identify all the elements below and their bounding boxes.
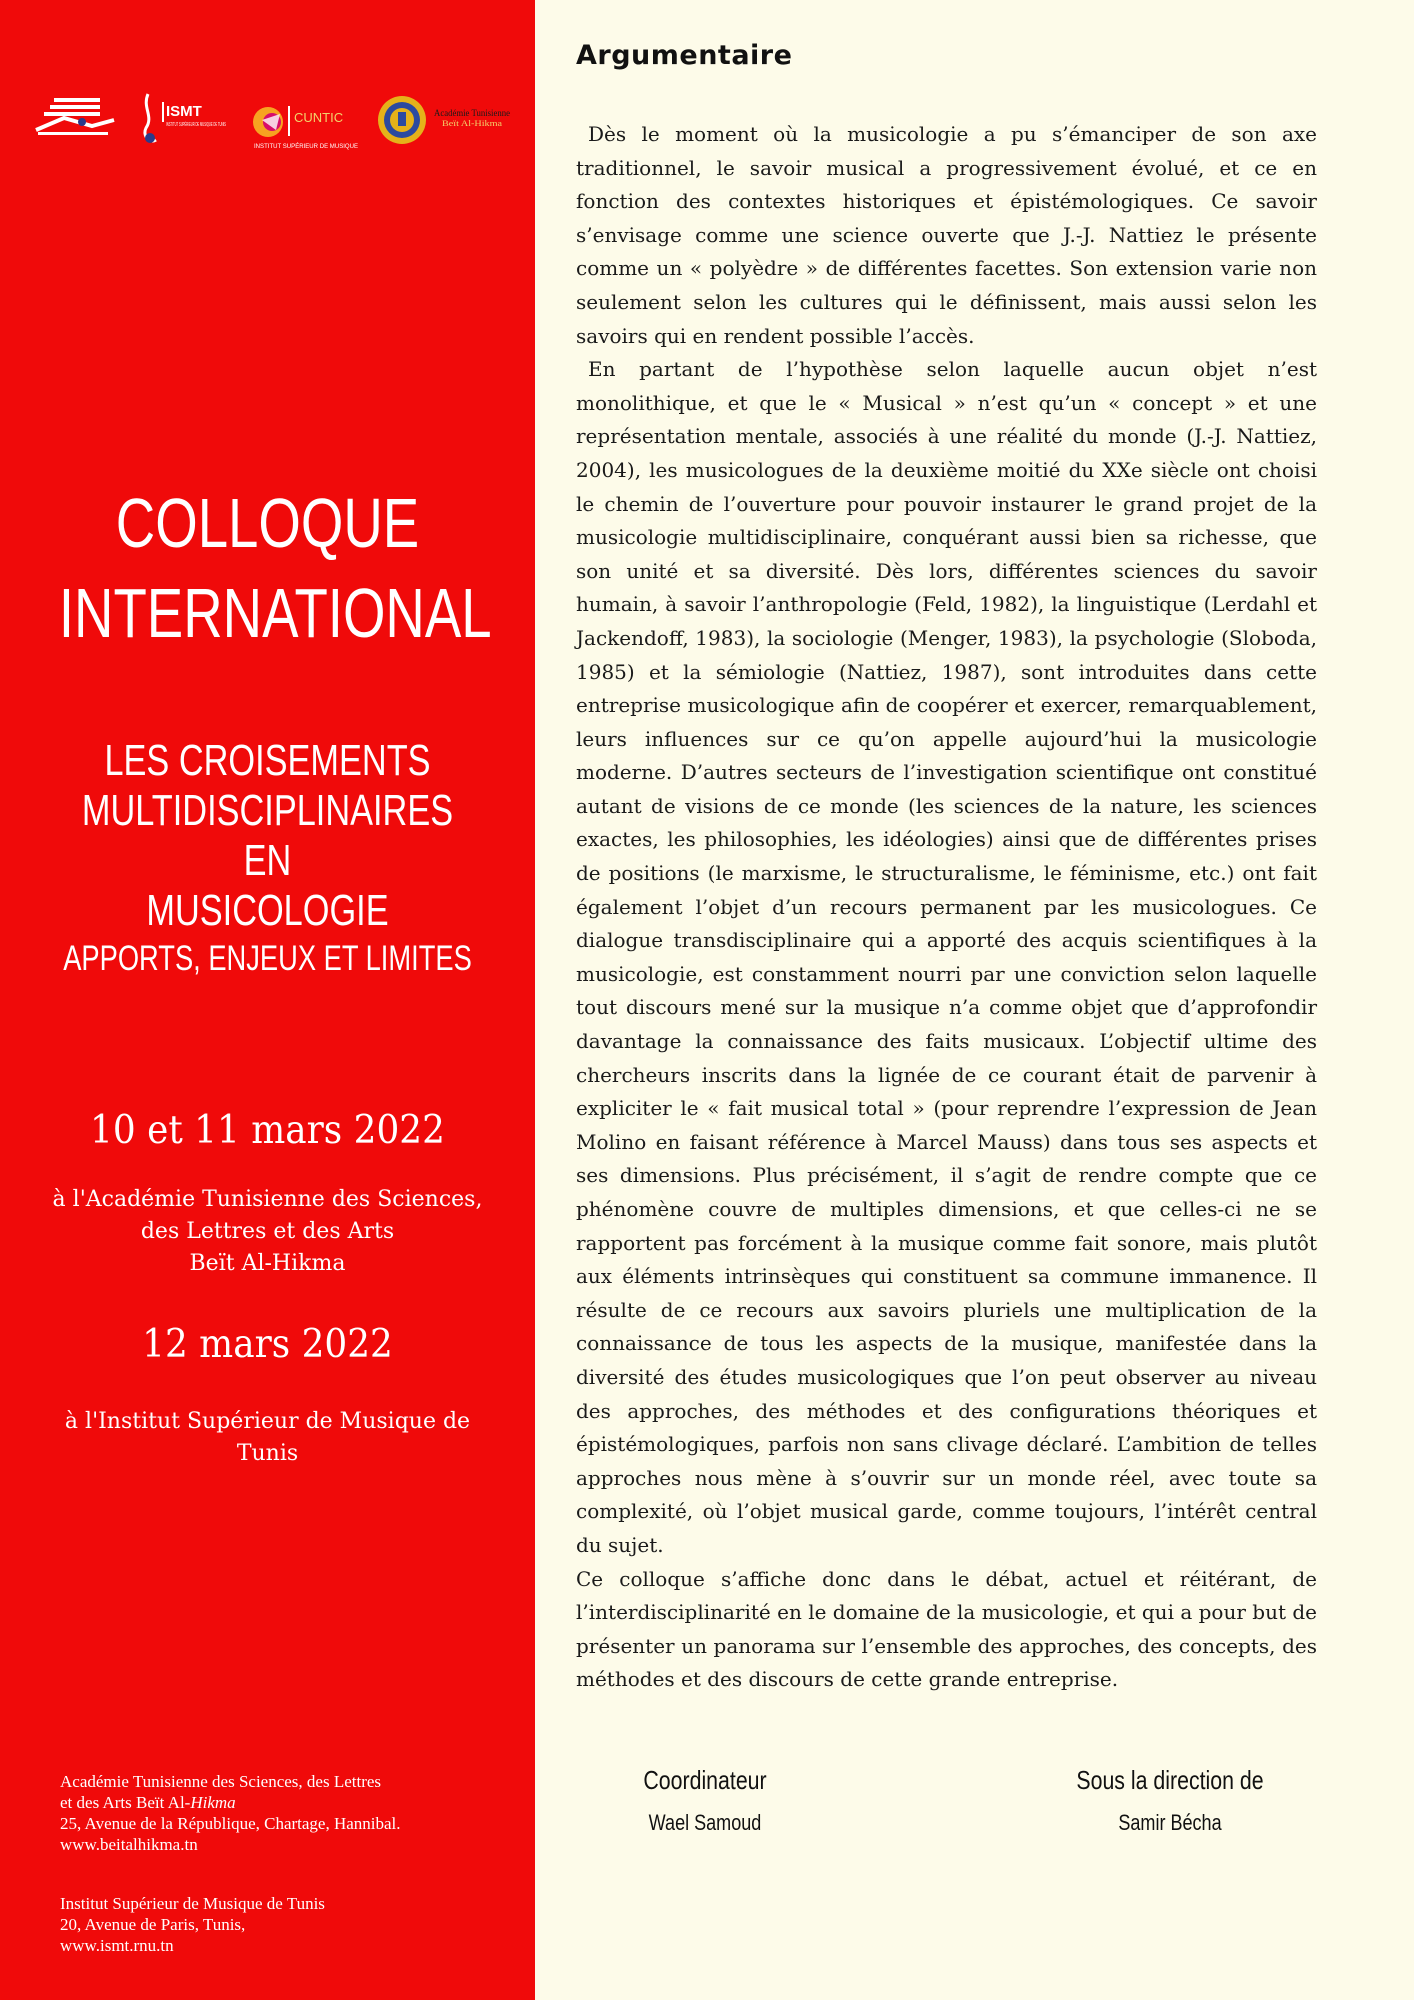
event-venue-1 [0, 1184, 535, 1280]
svg-text:ISMT: ISMT [166, 103, 202, 120]
argumentaire-heading: Argumentaire [576, 40, 793, 71]
coordinator-name: Wael Samoud [648, 1810, 762, 1835]
svg-text:CUNTIC: CUNTIC [294, 110, 344, 125]
coordinator-role: Coordinateur [643, 1765, 767, 1795]
colloque-title [0, 478, 535, 658]
director-role: Sous la direction de [1076, 1765, 1264, 1795]
director-name: Samir Bécha [1118, 1810, 1222, 1835]
svg-text:Académie Tunisienne: Académie Tunisienne [434, 108, 510, 118]
title-line-2: INTERNATIONAL [58, 574, 492, 652]
svg-text:INSTITUT SUPÉRIEUR DE MUSIQUE: INSTITUT SUPÉRIEUR DE MUSIQUE [254, 144, 358, 150]
colloque-subtitle [0, 736, 535, 982]
left-panel [0, 0, 535, 2000]
footer1-line-2a: et des Arts Beït Al- [60, 1793, 191, 1812]
argumentaire-body [576, 118, 1317, 1697]
event-date-2: 12 mars 2022 [142, 1322, 393, 1367]
footer1-address: 25, Avenue de la République, Chartage, Hannibal. [60, 1814, 401, 1833]
title-line-1: COLLOQUE [115, 484, 420, 562]
subtitle-line-3: MUSICOLOGIE [146, 886, 389, 935]
venue1-line-1: à l'Académie Tunisienne des Sciences, [52, 1187, 483, 1212]
footer2-url[interactable]: www.ismt.rnu.tn [60, 1936, 174, 1955]
argumentaire-paragraph-2: En partant de l’hypothèse selon laquelle aucun objet n’est monolithique, et que le « Musical » n’est qu’un « concept » et une représentation mentale, associés à une réalité du monde (J.-J. Nattiez, 2004), les musicologues de la deuxième moitié du XXe siècle ont choisi le chemin de l’ouverture pour pouvoir instaurer le grand projet de la musicologie multidisciplinaire, conquérant aussi bien sa richesse, que son unité et sa diversité. Dès lors, différentes sciences du savoir humain, à savoir l’anthropologie (Feld, 1982), la linguistique (Lerdahl et Jackendoff, 1983), la sociologie (Menger, 1983), la psychologie (Sloboda, 1985) et la sémiologie (Nattiez, 1987), sont introduites dans cette entreprise musicologique afin de coopérer et exercer, remarquablement, leurs influences sur ce qu’on appelle aujourd’hui la musicologie moderne. D’autres secteurs de l’investigation scientifique ont constitué autant de visions de ce monde (les sciences de la nature, les sciences exactes, les philosophies, les idéologies) ainsi que de différentes prises de positions (le marxisme, le structuralisme, le féminisme, etc.) ont fait également l’objet d’un recours permanent par les musicologues. Ce dialogue transdisciplinaire qui a apporté des acquis scientifiques à la musicologie, est constamment nourri par une conviction selon laquelle tout discours mené sur la musique n’a comme objet que d’approfondir davantage la connaissance des faits musicaux. L’objectif ultime des chercheurs inscrits dans la lignée de ce courant était de parvenir à expliciter le « fait musical total » (pour reprendre l’expression de Jean Molino en faisant référence à Marcel Mauss) dans tous ses aspects et ses dimensions. Plus précisément, il s’agit de rendre compte que ce phénomène couvre de multiples dimensions, et que celles-ci ne se rapportent pas forcément à la musique comme fait sonore, mais plutôt aux éléments intrinsèques qui constituent sa commune immanence. Il résulte de ce recours aux savoirs pluriels une multiplication de la connaissance de tous les aspects de la musique, manifestée dans la diversité des études musicologiques que l’on peut observer au niveau des approches, des méthodes et des configurations théoriques et épistémologiques, parfois non sans clivage déclaré. L’ambition de telles approches nous mène à s’ouvrir sur un monde réel, avec toute sa complexité, où l’objet musical garde, comme toujours, l’intérêt central du sujet. [576, 357, 1317, 1557]
footer-ismt [60, 1893, 325, 1956]
footer2-address: 20, Avenue de Paris, Tunis, [60, 1915, 246, 1934]
argumentaire-paragraph-3: Ce colloque s’affiche donc dans le débat, actuel et réitérant, de l’interdisciplinarité en le domaine de la musicologie, et qui a pour but de présenter un panorama sur l’ensemble des approches, des concepts, des méthodes et des discours de cette grande entreprise. [576, 1566, 1317, 1692]
signature-director [1030, 1765, 1310, 1836]
subtitle-line-2: MULTIDISCIPLINAIRES EN [81, 786, 454, 885]
footer1-line-2b: Hikma [190, 1793, 236, 1812]
cuntic-logo [250, 100, 362, 154]
svg-text:INSTITUT SUPÉRIEUR DE MUSIQUE: INSTITUT SUPÉRIEUR DE MUSIQUE DE TUNIS [166, 122, 277, 128]
event-venue-2 [0, 1406, 535, 1470]
event-date-1: 10 et 11 mars 2022 [90, 1108, 445, 1153]
venue2-line-2: Tunis [236, 1441, 299, 1466]
venue1-line-3: Beït Al-Hikma [189, 1251, 346, 1276]
footer-academie [60, 1771, 401, 1855]
svg-text:Beït Al-Hikma: Beït Al-Hikma [442, 119, 503, 128]
venue2-line-1: à l'Institut Supérieur de Musique de [64, 1409, 471, 1434]
ismt-logo [140, 88, 277, 152]
footer1-line-1: Académie Tunisienne des Sciences, des Lettres [60, 1772, 382, 1791]
footer1-url[interactable]: www.beitalhikma.tn [60, 1835, 198, 1854]
subtitle-line-4: APPORTS, ENJEUX ET LIMITES [63, 939, 472, 978]
academie-tunisienne-logo [376, 92, 514, 148]
venue1-line-2: des Lettres et des Arts [140, 1219, 395, 1244]
argumentaire-paragraph-1: Dès le moment où la musicologie a pu s’émanciper de son axe traditionnel, le savoir musical a progressivement évolué, et ce en fonction des contextes historiques et épistémologiques. Ce savoir s’envisage comme une science ouverte que J.-J. Nattiez le présente comme un « polyèdre » de différentes facettes. Son extension varie non seulement selon les cultures qui le définissent, mais aussi selon les savoirs qui en rendent possible l’accès. [576, 122, 1317, 348]
footer1-line-2 [60, 1792, 401, 1813]
subtitle-line-1: LES CROISEMENTS [104, 736, 431, 785]
signature-coordinator [595, 1765, 815, 1836]
footer2-name: Institut Supérieur de Musique de Tunis [60, 1894, 325, 1913]
beit-al-hikma-logo [34, 96, 120, 140]
